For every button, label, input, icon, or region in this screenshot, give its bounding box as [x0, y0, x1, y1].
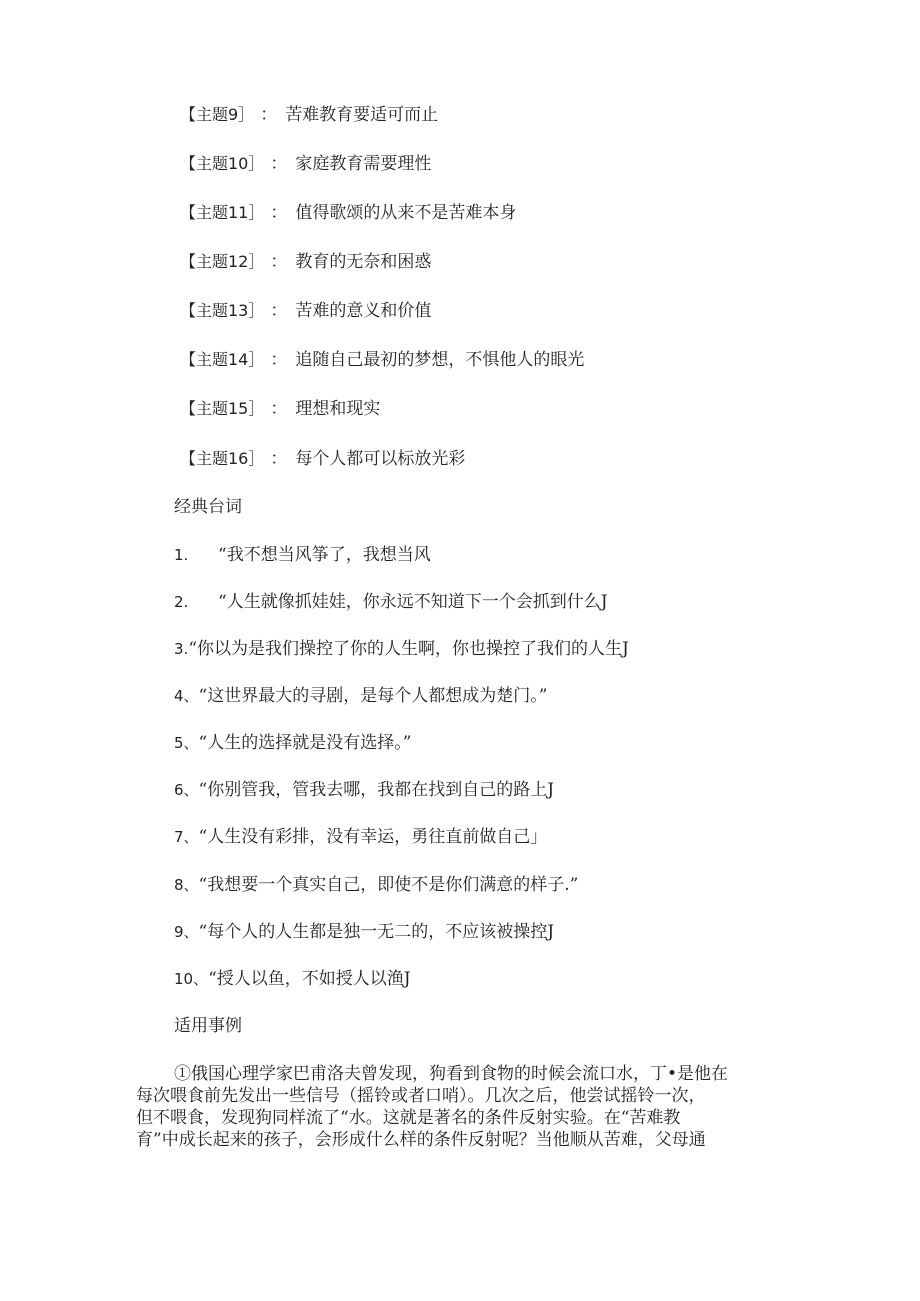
- topic-16: [180, 448, 465, 470]
- quote-text: “授人以鱼，不如授人以渔J: [208, 969, 411, 989]
- topic-text: 每个人都可以标放光彩: [295, 449, 466, 469]
- quote-number: 7、: [174, 828, 199, 846]
- examples-heading: 适用事例: [174, 1016, 242, 1036]
- topic-separator: ：: [270, 154, 288, 174]
- topic-text: 追随自己最初的梦想，不惧他人的眼光: [295, 350, 585, 370]
- topic-separator: ：: [260, 105, 278, 125]
- quote-2: [174, 591, 608, 613]
- quote-8: [174, 874, 578, 896]
- quote-number: 6、: [174, 781, 199, 799]
- quote-text: “人生没有彩排，没有幸运，勇往直前做自己」: [198, 827, 548, 847]
- topic-tag: 【主题14］: [180, 350, 265, 369]
- topic-text: 值得歌颂的从来不是苦难本身: [295, 203, 517, 223]
- quote-number: 2.: [174, 593, 189, 611]
- topic-text: 理想和现实: [295, 399, 381, 419]
- quote-6: [174, 779, 554, 801]
- topic-separator: ：: [270, 301, 288, 321]
- quote-number: 4、: [174, 687, 199, 705]
- topic-tag: 【主题15］: [180, 399, 265, 418]
- quote-4: [174, 685, 547, 707]
- topic-separator: ：: [270, 203, 288, 223]
- paragraph-line: 育”中成长起来的孩子，会形成什么样的条件反射呢？当他顺从苦难，父母通: [136, 1130, 706, 1150]
- quote-text: “人生的选择就是没有选择。”: [198, 733, 412, 753]
- topic-15: [180, 398, 380, 420]
- topic-text: 教育的无奈和困惑: [295, 252, 432, 272]
- topic-tag: 【主题13］: [180, 301, 265, 320]
- quote-text: “我不想当风筝了，我想当风: [218, 545, 431, 565]
- topic-13: [180, 300, 431, 322]
- topic-separator: ：: [270, 252, 288, 272]
- topic-14: [180, 349, 584, 371]
- topic-tag: 【主题9］: [180, 105, 255, 124]
- quote-number: 10、: [174, 970, 209, 988]
- topic-text: 苦难的意义和价值: [295, 301, 432, 321]
- quote-3: [174, 638, 629, 660]
- topic-11: [180, 202, 516, 224]
- topic-text: 家庭教育需要理性: [295, 154, 432, 174]
- quote-text: “我想要一个真实自己，即使不是你们满意的样子.”: [198, 875, 579, 895]
- topic-9: [180, 104, 438, 126]
- paragraph-line: ①俄国心理学家巴甫洛夫曾发现，狗看到食物的时候会流口水，丁•是他在: [174, 1064, 729, 1084]
- topic-10: [180, 153, 431, 175]
- example-paragraph: [136, 1063, 784, 1151]
- topic-separator: ：: [270, 399, 288, 419]
- quote-7: [174, 826, 547, 848]
- quote-1: [174, 544, 431, 566]
- quote-number: 5、: [174, 734, 199, 752]
- classic-lines-heading: 经典台词: [174, 497, 242, 517]
- quote-text: “这世界最大的寻剧，是每个人都想成为楚门。”: [198, 686, 548, 706]
- quote-number: 9、: [174, 923, 199, 941]
- quote-number: 8、: [174, 876, 199, 894]
- topic-separator: ：: [270, 449, 288, 469]
- paragraph-line: 每次喂食前先发出一些信号（摇铃或者口哨）。几次之后，他尝试摇铃一次，: [136, 1086, 706, 1106]
- quote-9: [174, 921, 554, 943]
- topic-tag: 【主题12］: [180, 252, 265, 271]
- quote-5: [174, 732, 411, 754]
- topic-separator: ：: [270, 350, 288, 370]
- paragraph-line: 但不喂食，发现狗同样流了“水。这就是著名的条件反射实验。在“苦难教: [136, 1108, 681, 1128]
- topic-text: 苦难教育要适可而止: [285, 105, 439, 125]
- topic-tag: 【主题16］: [180, 449, 265, 468]
- quote-text: “你别管我，管我去哪，我都在找到自己的路上J: [198, 780, 555, 800]
- quote-10: [174, 968, 411, 990]
- topic-tag: 【主题10］: [180, 154, 265, 173]
- quote-number: 1.: [174, 546, 189, 564]
- quote-text: “人生就像抓娃娃，你永远不知道下一个会抓到什么J: [218, 592, 608, 612]
- topic-12: [180, 251, 431, 273]
- quote-text: “每个人的人生都是独一无二的，不应该被操控J: [198, 922, 555, 942]
- topic-tag: 【主题11］: [180, 203, 265, 222]
- quote-text: “你以为是我们操控了你的人生啊，你也操控了我们的人生J: [188, 639, 629, 659]
- quote-number: 3.: [174, 640, 189, 658]
